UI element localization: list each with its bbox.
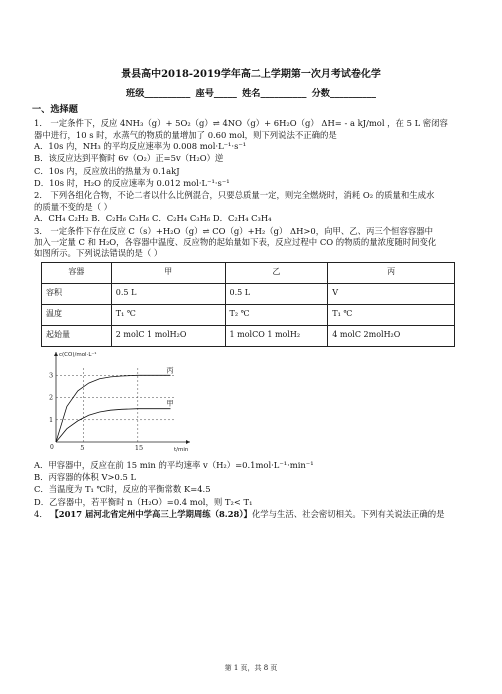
table-header-row bbox=[42, 262, 455, 283]
question-3-option-b: B．丙容器的体积 V>0.5 L bbox=[34, 471, 137, 482]
question-3-option-c: C．当温度为 T₁ ℃时，反应的平衡常数 K=4.5 bbox=[34, 484, 211, 495]
origin-label: 0 bbox=[50, 443, 54, 451]
table-cell: T₂ ℃ bbox=[225, 304, 328, 325]
question-3-stem-line-3: 如图所示。下列说法错误的是（ ） bbox=[34, 248, 163, 259]
y-axis-label: c(CO)/mol·L⁻¹ bbox=[59, 351, 97, 358]
question-3-option-a: A．甲容器中，反应在前 15 min 的平均速率 v（H₂）=0.1mol·L⁻¹·min⁻¹ bbox=[34, 459, 314, 470]
question-4-stem: 化学与生活、社会密切相关。下列有关说法正确的是 bbox=[251, 508, 445, 519]
question-1 bbox=[34, 118, 492, 189]
question-2-stem-line-1: 2． 下列各组化合物，不论二者以什么比例混合，只要总质量一定，则完全燃烧时，消耗 O₂ 的质量和生成水 bbox=[34, 190, 435, 201]
table-cell: 温度 bbox=[42, 304, 112, 325]
question-1-option-d: D．10s 时，H₂O 的反应速率为 0.012 mol·L⁻¹·s⁻¹ bbox=[34, 178, 230, 189]
y-tick-label: 2 bbox=[49, 393, 54, 402]
table-header-cell: 丙 bbox=[328, 262, 455, 283]
table-header-cell: 甲 bbox=[111, 262, 225, 283]
question-3-option-d: D．乙容器中，若平衡时 n（H₂O）=0.4 mol，则 T₂< T₁ bbox=[34, 496, 253, 507]
table-row bbox=[42, 325, 455, 346]
section-heading: 一、选择题 bbox=[32, 104, 78, 115]
table-cell: T₁ ℃ bbox=[111, 304, 225, 325]
table-cell: 0.5 L bbox=[111, 283, 225, 304]
question-4-number: 4． bbox=[34, 508, 51, 519]
y-tick-label: 1 bbox=[49, 415, 54, 424]
page-title: 景县高中2018-2019学年高二上学期第一次月考试卷化学 bbox=[121, 69, 381, 80]
question-2-stem-line-2: 的质量不变的是（ ） bbox=[34, 201, 113, 212]
table-header-cell: 容器 bbox=[42, 262, 112, 283]
student-info-line: 班级__________ 座号_____ 姓名__________ 分数__________ bbox=[126, 88, 376, 99]
table-cell: 容积 bbox=[42, 283, 112, 304]
question-4 bbox=[34, 509, 492, 520]
series-label: 丙 bbox=[166, 365, 174, 374]
question-3-stem-line-2: 加入一定量 C 和 H₂O，各容器中温度、反应物的起始量如下表，反应过程中 CO 的物质的量浓度随时间变化 bbox=[34, 236, 437, 247]
x-axis-arrow bbox=[186, 440, 190, 444]
table-row bbox=[42, 304, 455, 325]
table-cell: 4 molC 2molH₂O bbox=[328, 325, 455, 346]
table-cell: V bbox=[328, 283, 455, 304]
question-1-stem-line-1: 1． 一定条件下，反应 4NH₃（g）+ 5O₂（g）⇌ 4NO（g）+ 6H₂O（g） ΔH= - a kJ/mol ，在 5 L 密闭容 bbox=[34, 118, 448, 129]
co-concentration-chart bbox=[34, 350, 214, 460]
question-1-stem-line-2: 器中进行，10 s 时，水蒸气的物质的量增加了 0.60 mol，则下列说法不正确的是 bbox=[34, 129, 337, 140]
table-cell: 1 molCO 1 molH₂ bbox=[225, 325, 328, 346]
table-header-cell: 乙 bbox=[225, 262, 328, 283]
table-cell: T₁ ℃ bbox=[328, 304, 455, 325]
question-3-stem-line-1: 3． 一定条件下存在反应 C（s）+H₂O（g）⇌ CO（g）+H₂（g） ΔH>0，向甲、乙、丙三个恒容容器中 bbox=[34, 225, 433, 236]
x-tick-label: 5 bbox=[80, 443, 85, 452]
question-4-source: 【2017 届河北省定州中学高三上学期周练（8.28）】 bbox=[50, 508, 252, 519]
series-label: 甲 bbox=[166, 399, 174, 408]
y-axis-arrow bbox=[54, 352, 58, 356]
y-tick-label: 3 bbox=[49, 370, 54, 379]
question-3 bbox=[34, 226, 492, 508]
document-content bbox=[34, 104, 492, 521]
table-cell: 2 molC 1 molH₂O bbox=[111, 325, 225, 346]
question-2 bbox=[34, 190, 492, 224]
question-1-option-a: A．10s 内，NH₃ 的平均反应速率为 0.008 mol·L⁻¹·s⁻¹ bbox=[34, 141, 247, 152]
series-line-jia bbox=[56, 408, 171, 441]
table-cell: 0.5 L bbox=[225, 283, 328, 304]
chart-svg bbox=[34, 350, 214, 460]
page-footer: 第 1 页，共 8 页 bbox=[224, 664, 278, 672]
question-2-options: A．CH₄ C₂H₂ B．C₂H₆ C₃H₆ C．C₂H₄ C₃H₆ D．C₂H₄ C₃H₄ bbox=[34, 213, 272, 224]
question-1-option-b: B．该反应达到平衡时 6v（O₂）正=5v（H₂O）逆 bbox=[34, 153, 224, 164]
table-cell: 起始量 bbox=[42, 325, 112, 346]
x-tick-label: 15 bbox=[134, 443, 144, 452]
x-axis-label: t/min bbox=[174, 446, 189, 453]
question-1-option-c: C．10s 内，反应放出的热量为 0.1akJ bbox=[34, 165, 180, 176]
table-row bbox=[42, 283, 455, 304]
container-conditions-table bbox=[41, 262, 455, 347]
